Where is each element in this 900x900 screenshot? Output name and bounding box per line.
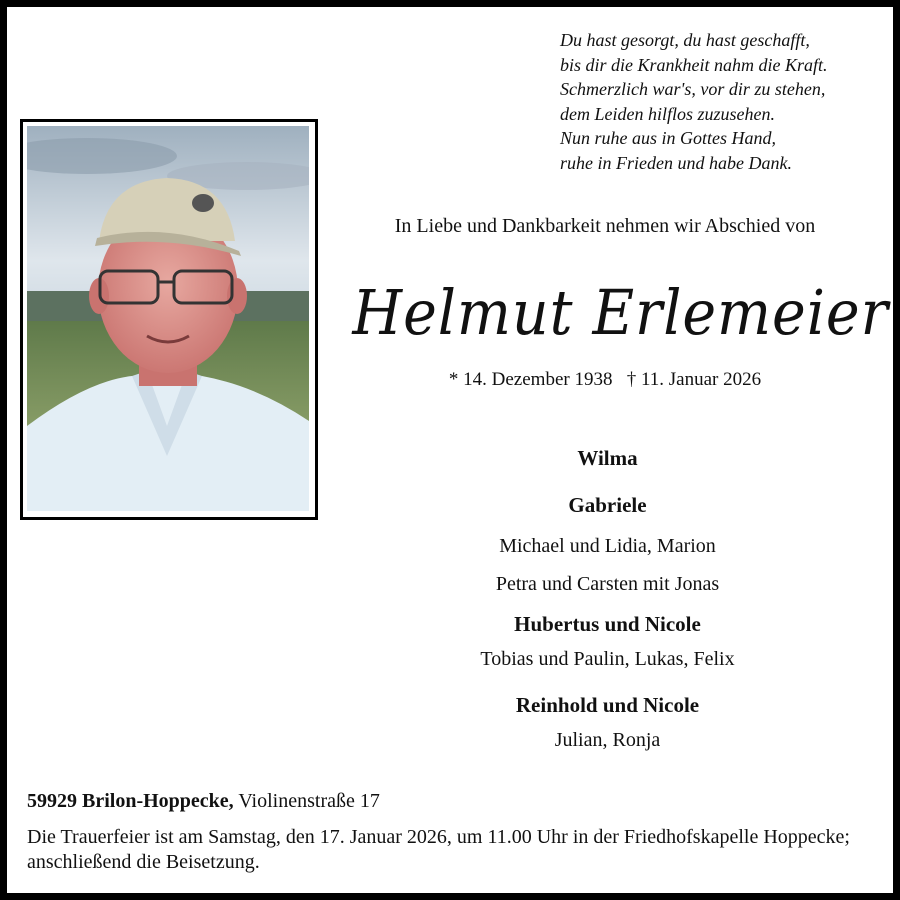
mourner-entry: Julian, Ronja — [554, 729, 661, 751]
poem-line: bis dir die Krankheit nahm die Kraft. — [560, 54, 828, 75]
funeral-notice: Die Trauerfeier ist am Samstag, den 17. Januar 2026, um 11.00 Uhr in der Friedhofskapelle Hoppecke; anschließend die Beisetzung. — [27, 826, 850, 873]
mourning-address — [27, 790, 380, 813]
life-dates — [340, 369, 870, 391]
poem-line: Nun ruhe aus in Gottes Hand, — [560, 128, 776, 148]
mourner-entry: Petra und Carsten mit Jonas — [495, 573, 720, 595]
mourner-entry: Gabriele — [568, 493, 647, 517]
mourner-entry: Hubertus und Nicole — [514, 612, 701, 636]
poem-line: Schmerzlich war's, vor dir zu stehen, — [560, 79, 826, 99]
portrait-frame — [20, 119, 318, 520]
birth-date: * 14. Dezember 1938 — [448, 369, 613, 390]
farewell-intro: In Liebe und Dankbarkeit nehmen wir Abschied von — [394, 215, 816, 237]
poem-line: Du hast gesorgt, du hast geschafft, — [560, 30, 810, 50]
mourner-entry: Reinhold und Nicole — [515, 693, 700, 717]
poem-line: dem Leiden hilflos zuzusehen. — [560, 103, 775, 124]
mourner-entry: Michael und Lidia, Marion — [499, 535, 716, 557]
poem-line: ruhe in Frieden und habe Dank. — [560, 152, 792, 173]
address-street: Violinenstraße 17 — [238, 790, 380, 812]
poem — [560, 28, 890, 175]
portrait-photo — [27, 126, 311, 513]
mourner-entry: Wilma — [577, 446, 638, 470]
death-date: † 11. Januar 2026 — [626, 369, 762, 390]
mourners-list — [440, 440, 775, 758]
mourner-entry: Tobias und Paulin, Lukas, Felix — [480, 648, 735, 670]
portrait-illustration — [27, 126, 309, 511]
address-place: 59929 Brilon-Hoppecke, — [27, 790, 234, 812]
deceased-name: Helmut Erlemeier — [352, 276, 889, 349]
